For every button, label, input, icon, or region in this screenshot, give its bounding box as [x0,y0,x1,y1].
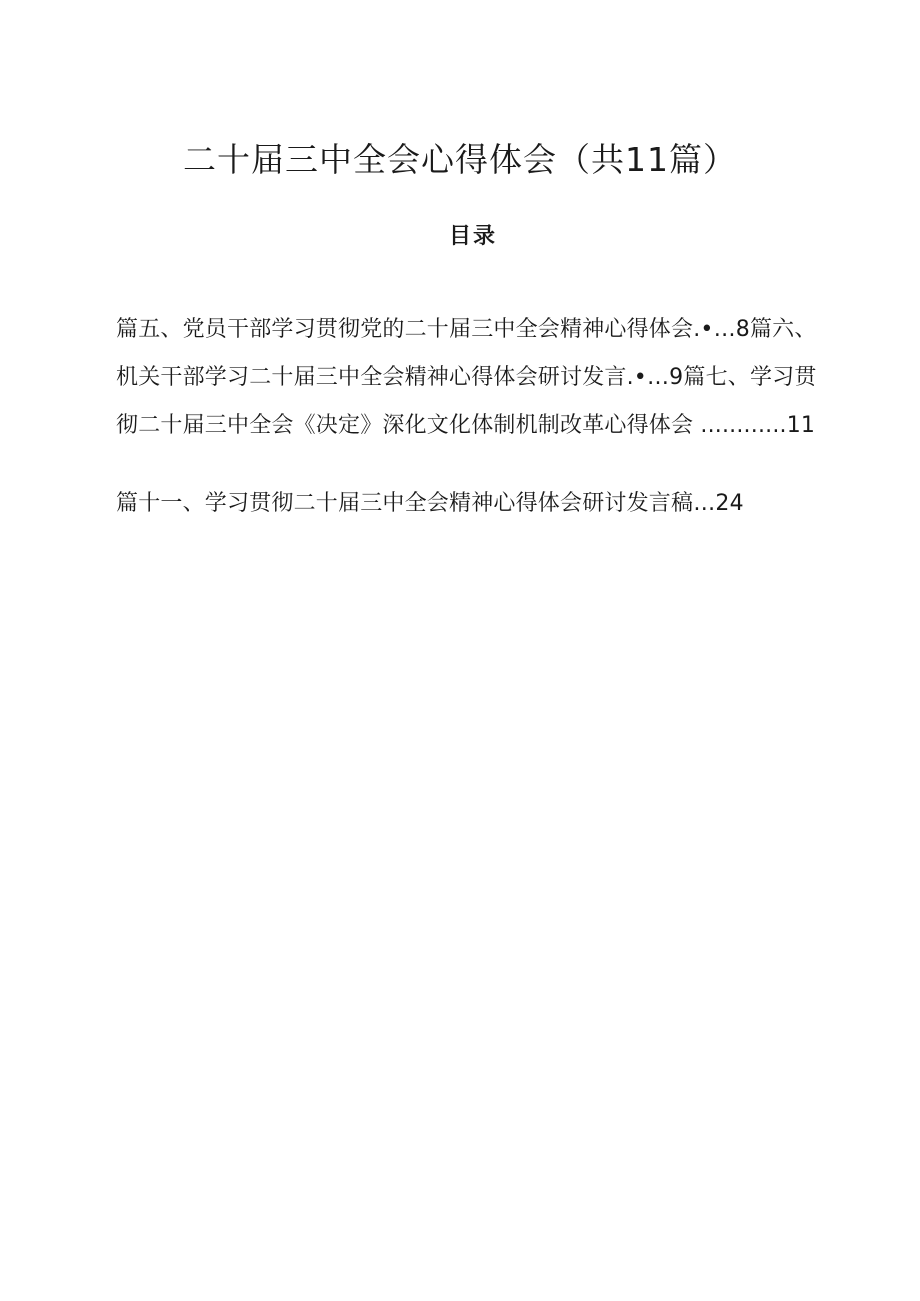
toc-line[interactable]: 篇五、党员干部学习贯彻党的二十届三中全会精神心得体会.•…8篇六、 [116,317,817,342]
document-title: 二十届三中全会心得体会（共11篇） [183,140,737,179]
toc-paragraph [116,306,828,450]
toc-line[interactable]: 篇十一、学习贯彻二十届三中全会精神心得体会研讨发言稿…24 [116,491,744,516]
toc-line[interactable]: 机关干部学习二十届三中全会精神心得体会研讨发言.•…9篇七、学习贯 [116,365,817,390]
toc-line[interactable]: 彻二十届三中全会《决定》深化文化体制机制改革心得体会 ............11 [116,413,816,438]
toc-heading: 目录 [448,224,497,249]
toc-paragraph [116,480,828,528]
